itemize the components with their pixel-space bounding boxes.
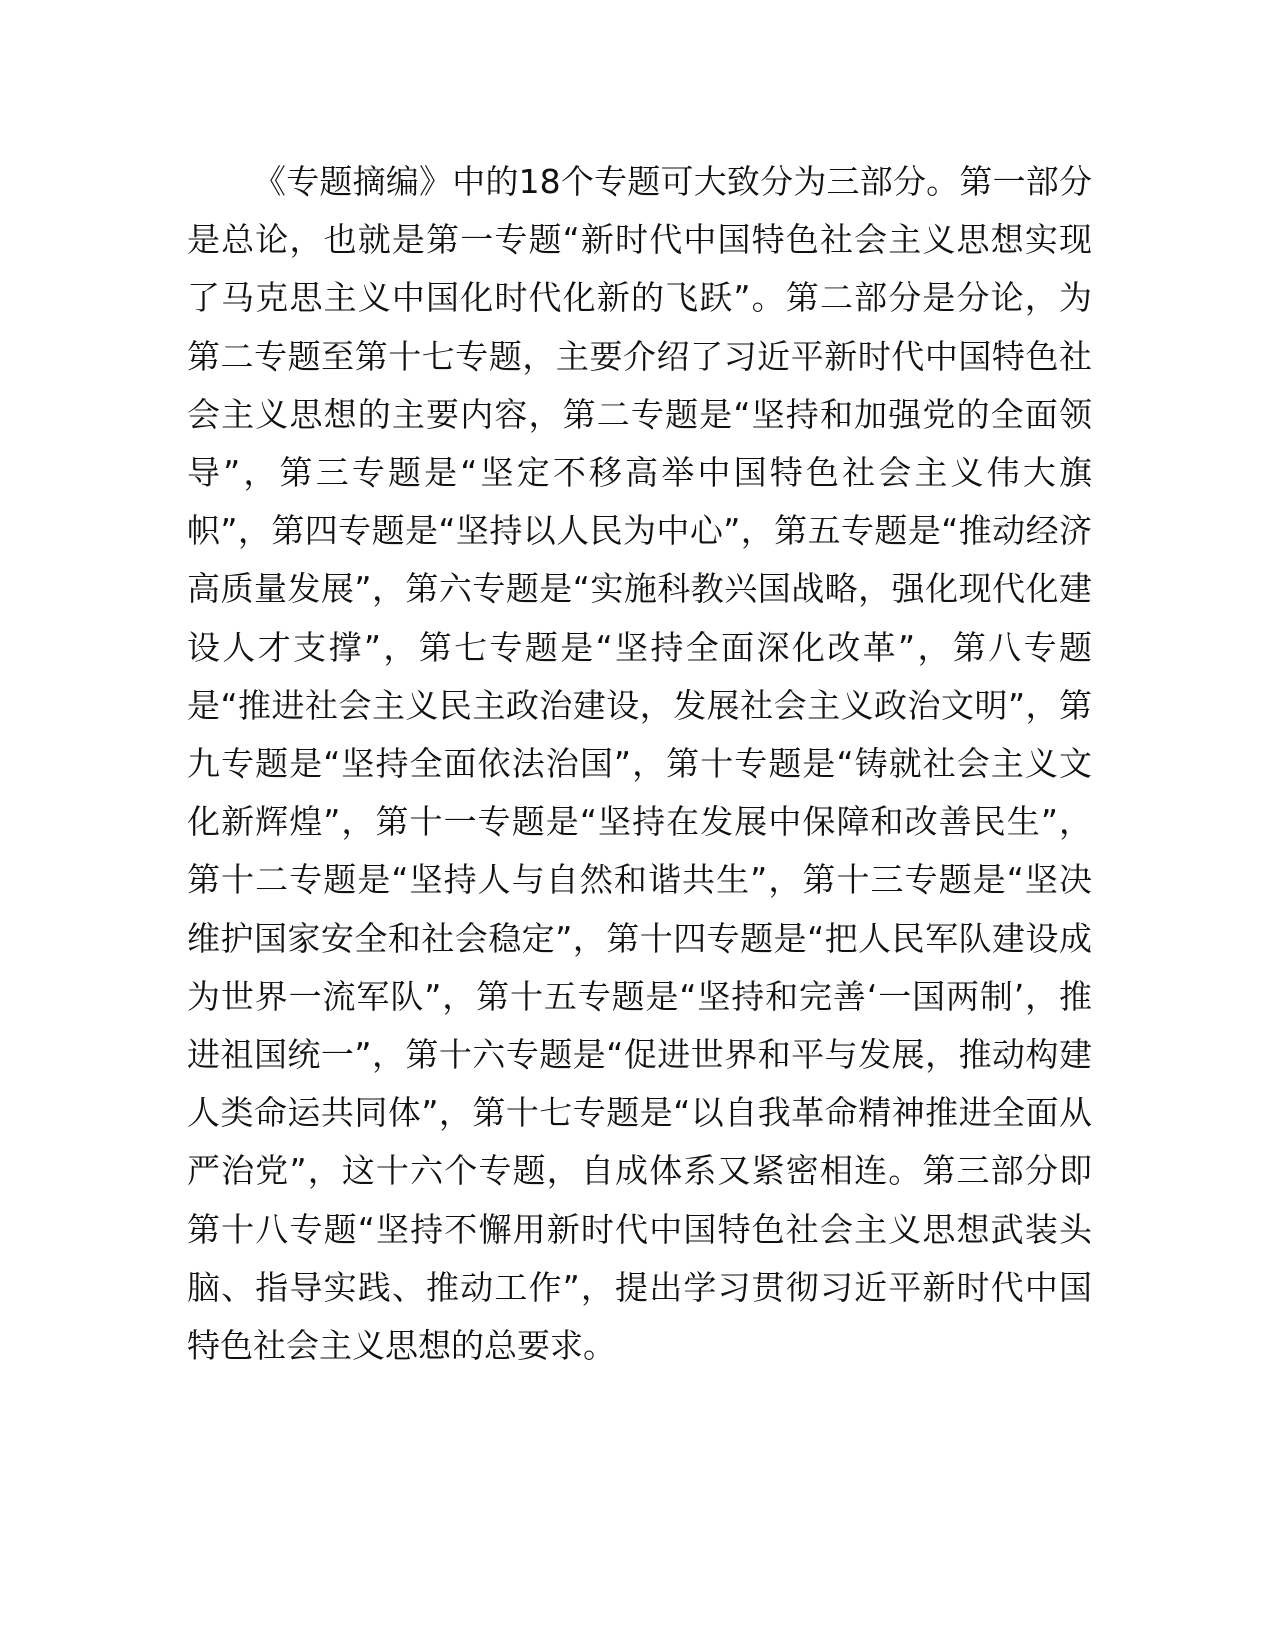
body-paragraph: 《专题摘编》中的18个专题可大致分为三部分。第一部分是总论，也就是第一专题“新时代中国特色社会主义思想实现了马克思主义中国化时代化新的飞跃”。第二部分是分论，为第二专题至第十七专题，主要介绍了习近平新时代中国特色社会主义思想的主要内容，第二专题是“坚持和加强党的全面领导”，第三专题是“坚定不移高举中国特色社会主义伟大旗帜”，第四专题是“坚持以人民为中心”，第五专题是“推动经济高质量发展”，第六专题是“实施科教兴国战略，强化现代化建设人才支撑”，第七专题是“坚持全面深化改革”，第八专题是“推进社会主义民主政治建设，发展社会主义政治文明”，第九专题是“坚持全面依法治国”，第十专题是“铸就社会主义文化新辉煌”，第十一专题是“坚持在发展中保障和改善民生”，第十二专题是“坚持人与自然和谐共生”，第十三专题是“坚决维护国家安全和社会稳定”，第十四专题是“把人民军队建设成为世界一流军队”，第十五专题是“坚持和完善‘一国两制’，推进祖国统一”，第十六专题是“促进世界和平与发展，推动构建人类命运共同体”，第十七专题是“以自我革命精神推进全面从严治党”，这十六个专题，自成体系又紧密相连。第三部分即第十八专题“坚持不懈用新时代中国特色社会主义思想武装头脑、指导实践、推动工作”，提出学习贯彻习近平新时代中国特色社会主义思想的总要求。: [187, 162, 1092, 1366]
